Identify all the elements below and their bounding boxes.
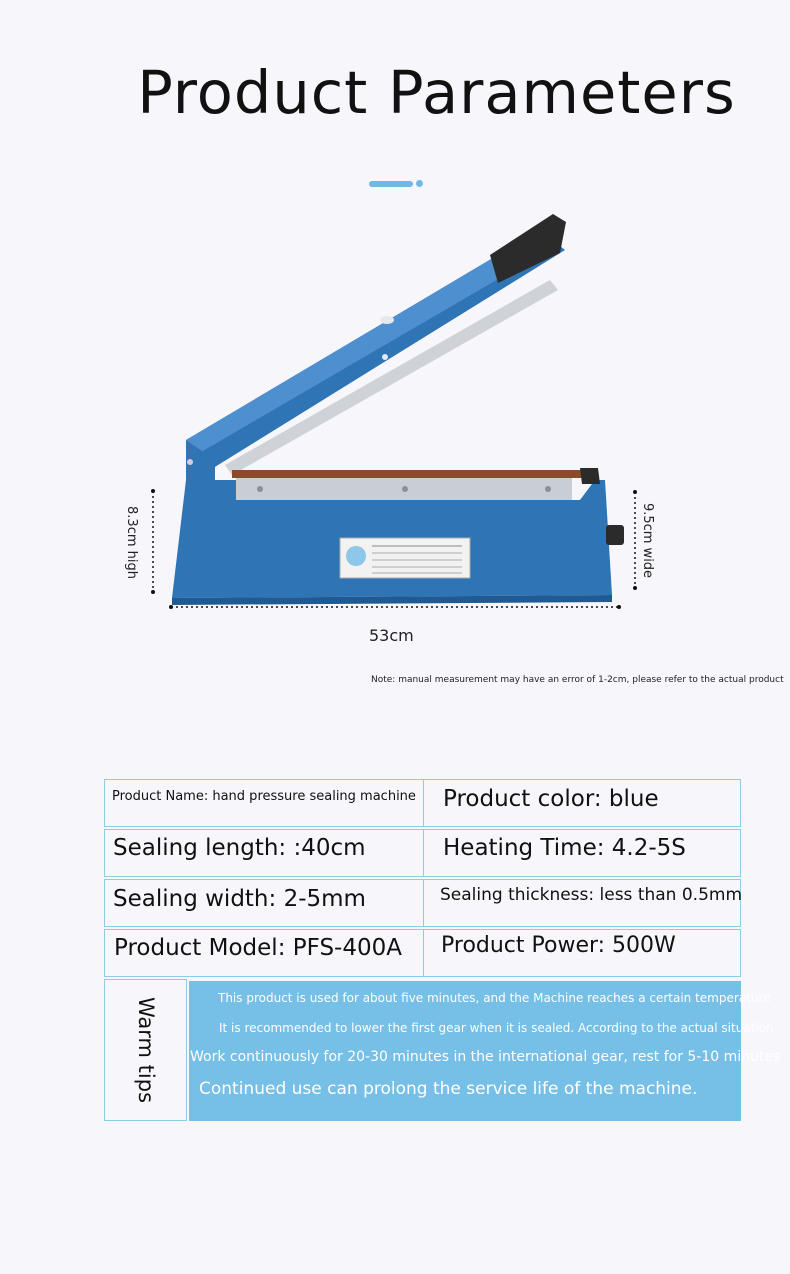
- warm-tip-line: Work continuously for 20-30 minutes in the international gear, rest for 5-10 minutes: [190, 1049, 781, 1065]
- warm-tips-box: [189, 981, 781, 1121]
- spec-cell-sealing-length: Sealing length: :40cm: [104, 829, 424, 877]
- spec-cell-product-power: Product Power: 500W: [423, 929, 741, 977]
- warm-tip-line: This product is used for about five minutes, and the Machine reaches a certain temperature: [218, 991, 771, 1005]
- warm-tips-label: Warm tips: [133, 996, 158, 1104]
- spec-cell-product-model: Product Model: PFS-400A: [104, 929, 424, 977]
- height-label: 8.3cm high: [123, 506, 139, 579]
- spec-cell-sealing-thickness: Sealing thickness: less than 0.5mm: [423, 879, 741, 927]
- warm-tip-line: Continued use can prolong the service life of the machine.: [199, 1079, 698, 1099]
- spec-cell-product-color: Product color: blue: [423, 779, 741, 827]
- timer-knob: [606, 525, 624, 545]
- warm-tip-line: It is recommended to lower the first gear when it is sealed. According to the actual situation: [219, 1021, 774, 1035]
- spec-cell-heating-time: Heating Time: 4.2-5S: [423, 829, 741, 877]
- warm-tips-label-cell: [104, 979, 187, 1121]
- measurement-note: Note: manual measurement may have an error of 1-2cm, please refer to the actual product: [371, 675, 784, 685]
- length-label: 53cm: [369, 626, 414, 645]
- spec-cell-product-name: Product Name: hand pressure sealing machine: [104, 779, 424, 827]
- spec-cell-sealing-width: Sealing width: 2-5mm: [104, 879, 424, 927]
- width-label: 9.5cm wide: [640, 502, 656, 579]
- page-title: Product Parameters: [137, 58, 736, 127]
